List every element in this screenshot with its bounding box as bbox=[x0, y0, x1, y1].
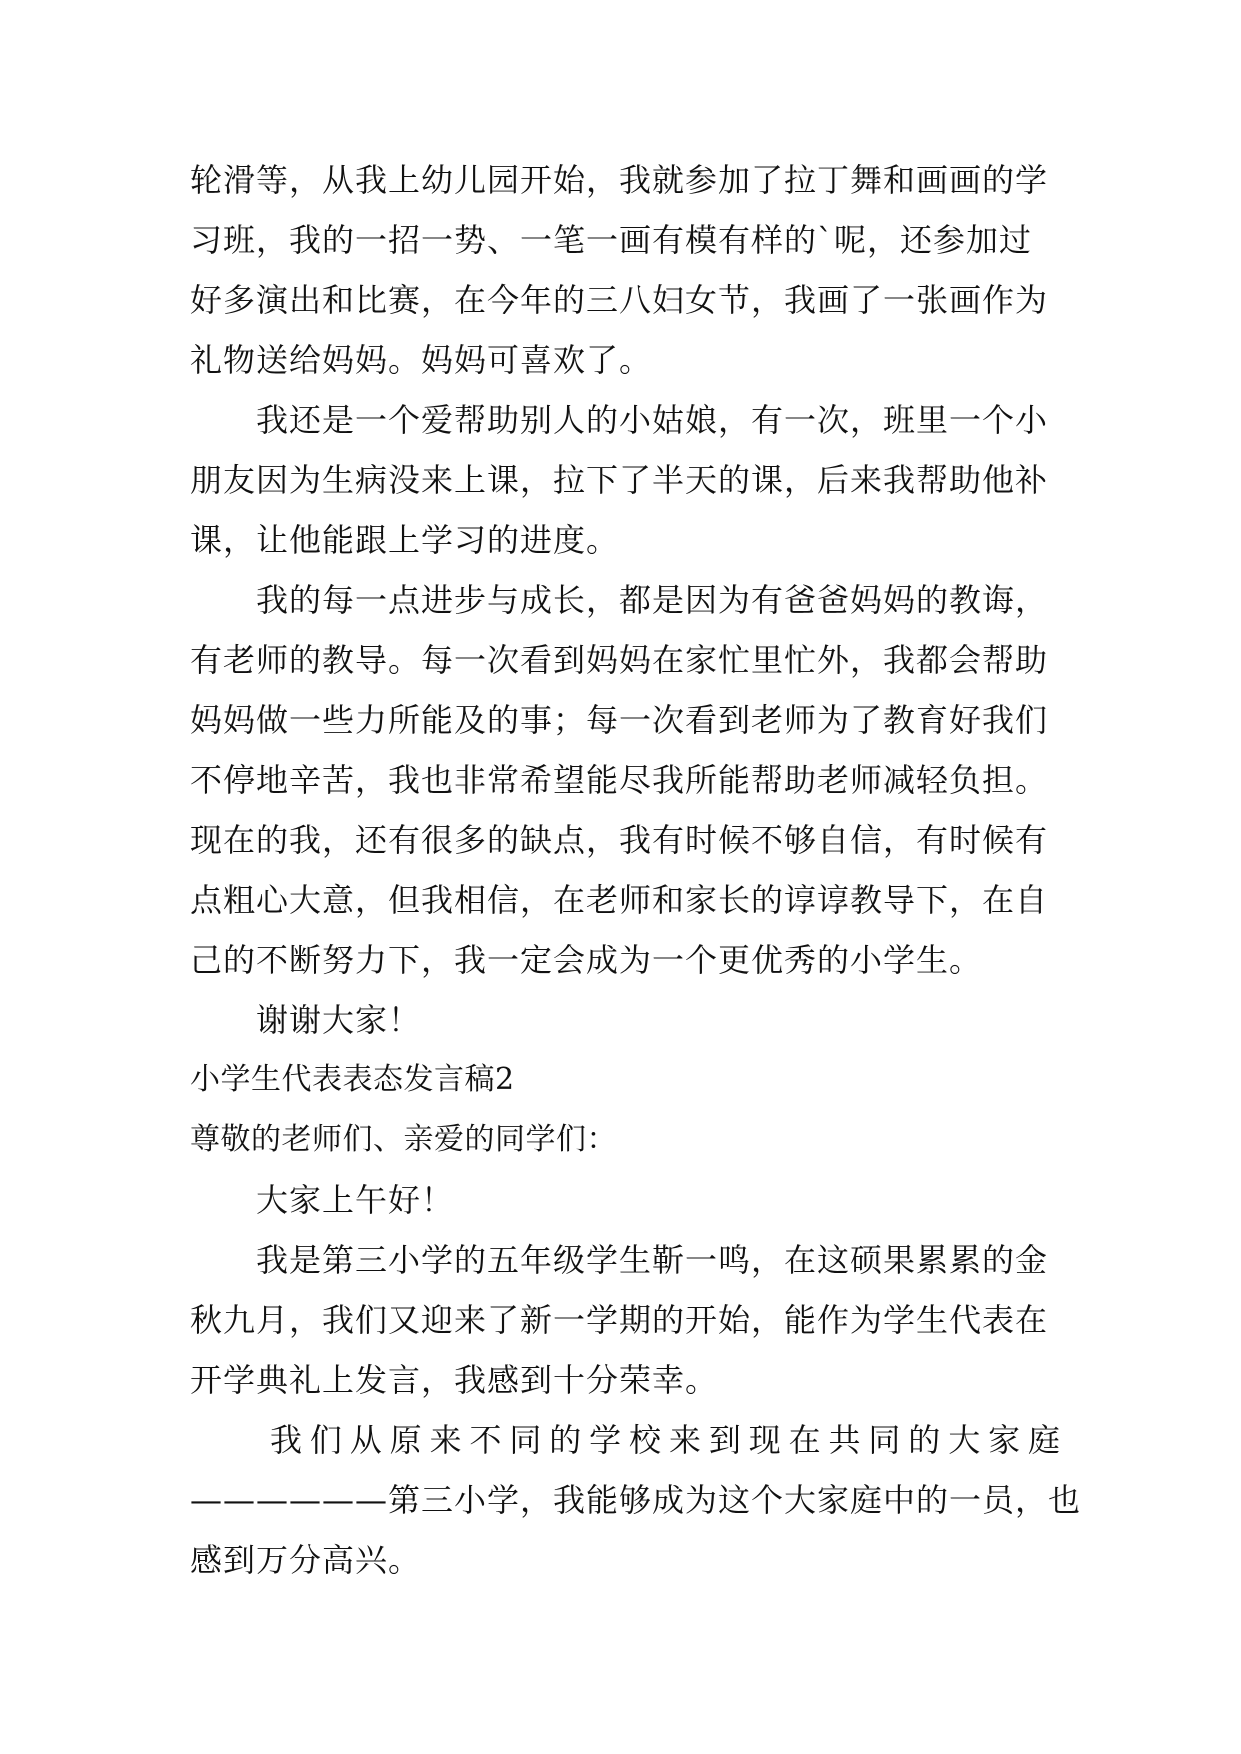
text-line: 妈妈做一些力所能及的事；每一次看到老师为了教育好我们 bbox=[190, 701, 1049, 739]
greeting-line: 尊敬的老师们、亲爱的同学们： bbox=[190, 1122, 617, 1157]
text-line: 现在的我，还有很多的缺点，我有时候不够自信，有时候有 bbox=[190, 821, 1049, 859]
text-line: 点粗心大意，但我相信，在老师和家长的谆谆教导下，在自 bbox=[190, 881, 1049, 919]
text-line: 我的每一点进步与成长，都是因为有爸爸妈妈的教诲， bbox=[190, 581, 1049, 619]
text-line: 朋友因为生病没来上课，拉下了半天的课，后来我帮助他补 bbox=[190, 461, 1049, 499]
text-line: 轮滑等，从我上幼儿园开始，我就参加了拉丁舞和画画的学 bbox=[190, 161, 1049, 199]
text-line: 礼物送给妈妈。妈妈可喜欢了。 bbox=[190, 341, 653, 379]
text-line: 我还是一个爱帮助别人的小姑娘，有一次，班里一个小 bbox=[190, 401, 1049, 439]
text-line: 课，让他能跟上学习的进度。 bbox=[190, 521, 620, 559]
text-line: 感到万分高兴。 bbox=[190, 1541, 422, 1579]
text-line: 好多演出和比赛，在今年的三八妇女节，我画了一张画作为 bbox=[190, 281, 1049, 319]
justified-text-line: 我们从原来不同的学校来到现在共同的大家庭 bbox=[270, 1421, 1060, 1459]
text-line: 谢谢大家！ bbox=[190, 1001, 422, 1039]
section-heading: 小学生代表表态发言稿2 bbox=[190, 1062, 515, 1097]
text-line: 大家上午好！ bbox=[190, 1181, 455, 1219]
text-line: 我是第三小学的五年级学生靳一鸣，在这硕果累累的金 bbox=[190, 1241, 1049, 1279]
text-line: 习班，我的一招一势、一笔一画有模有样的`呢，还参加过 bbox=[190, 221, 1033, 259]
text-line: 己的不断努力下，我一定会成为一个更优秀的小学生。 bbox=[190, 941, 983, 979]
text-line: ——————第三小学，我能够成为这个大家庭中的一员，也 bbox=[190, 1481, 1082, 1519]
text-line: 有老师的教导。每一次看到妈妈在家忙里忙外，我都会帮助 bbox=[190, 641, 1049, 679]
text-line: 秋九月，我们又迎来了新一学期的开始，能作为学生代表在 bbox=[190, 1301, 1049, 1339]
document-body bbox=[190, 150, 1082, 1590]
text-line: 不停地辛苦，我也非常希望能尽我所能帮助老师减轻负担。 bbox=[190, 761, 1049, 799]
text-line: 开学典礼上发言，我感到十分荣幸。 bbox=[190, 1361, 719, 1399]
